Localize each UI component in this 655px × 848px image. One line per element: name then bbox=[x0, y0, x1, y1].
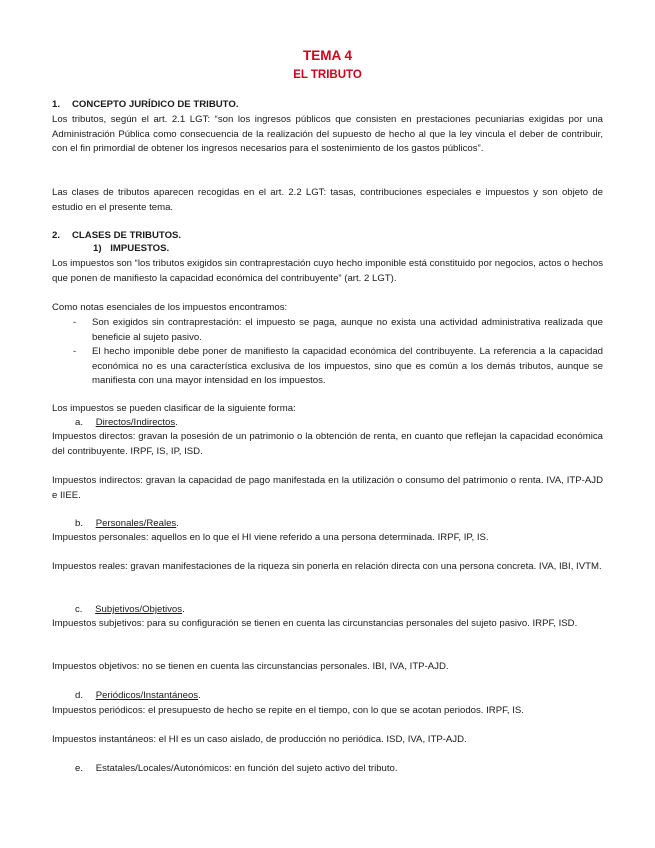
bullet-dash-1: - bbox=[73, 317, 77, 328]
section-1-title: CONCEPTO JURÍDICO DE TRIBUTO. bbox=[72, 99, 239, 110]
subsection-number: 1) bbox=[93, 243, 102, 254]
class-c-label: Subjetivos/Objetivos bbox=[95, 604, 183, 615]
subsection-title: IMPUESTOS. bbox=[110, 243, 170, 254]
class-a-label: Directos/Indirectos bbox=[95, 417, 176, 428]
class-c-paragraph-1: Impuestos subjetivos: para su configuración se tienen en cuenta las circunstancias personales del sujeto pasivo. IRPF, ISD. bbox=[52, 618, 578, 629]
class-c-heading: c. Subjetivos/Objetivos. bbox=[75, 604, 185, 615]
class-b-heading: b. Personales/Reales. bbox=[75, 518, 179, 529]
section-1-number: 1. bbox=[52, 99, 61, 110]
doc-title: TEMA 4 bbox=[302, 48, 352, 63]
class-b-label: Personales/Reales bbox=[95, 518, 177, 529]
class-d-paragraph-1: Impuestos periódicos: el presupuesto de hecho se repite en el tiempo, con lo que se acotan periodos. IRPF, IS. bbox=[52, 705, 524, 716]
section-2-number: 2. bbox=[52, 230, 61, 241]
class-e-letter: e. bbox=[75, 763, 84, 774]
class-a-paragraph-2: Impuestos indirectos: gravan la capacidad de pago manifestada en la utilización o consumo del patrimonio o renta. IVA, ITP-AJD e IIEE. bbox=[52, 475, 603, 501]
class-e-line bbox=[75, 762, 595, 777]
class-d-paragraph-2: Impuestos instantáneos: el HI es un caso aislado, de producción no periódica. ISD, IVA, ITP-AJD. bbox=[52, 734, 467, 745]
clasificacion-intro: Los impuestos se pueden clasificar de la siguiente forma: bbox=[52, 403, 296, 414]
class-b-letter: b. bbox=[75, 518, 84, 529]
class-d-label: Periódicos/Instantáneos bbox=[95, 690, 199, 701]
section-1-heading bbox=[52, 98, 603, 113]
class-e-text: Estatales/Locales/Autonómicos: en función del sujeto activo del tributo. bbox=[95, 763, 398, 774]
class-c-letter: c. bbox=[75, 604, 83, 615]
section-1-paragraph-2: Las clases de tributos aparecen recogidas en el art. 2.2 LGT: tasas, contribuciones especiales e impuestos y son objeto de estudio en el presente tema. bbox=[52, 187, 603, 213]
class-d-heading: d. Periódicos/Instantáneos. bbox=[75, 690, 201, 701]
section-2-title: CLASES DE TRIBUTOS. bbox=[72, 230, 182, 241]
section-1-paragraph-1: Los tributos, según el art. 2.1 LGT: “son los ingresos públicos que consisten en prestaciones pecuniarias exigidas por una Administración Pública como consecuencia de la realización del supuesto de hecho al que la ley vincula el deber de contribuir, con el fin primordial de obtener los ingresos necesarios para el sostenimiento de los gastos públicos”. bbox=[52, 114, 603, 155]
subsection-heading bbox=[93, 242, 393, 257]
class-b-paragraph-1: Impuestos personales: aquellos en lo que el HI viene referido a una persona determinada. IRPF, IP, IS. bbox=[52, 532, 489, 543]
class-a-paragraph-1: Impuestos directos: gravan la posesión de un patrimonio o la obtención de renta, en cuanto que reflejan la capacidad económica del contribuyente. IRPF, IS, IP, ISD. bbox=[52, 431, 603, 457]
impuestos-definition: Los impuestos son “los tributos exigidos sin contraprestación cuyo hecho imponible está constituido por negocios, actos o hechos que ponen de manifiesto la capacidad económica del contribuyente” (art. 2 LGT). bbox=[52, 258, 603, 284]
class-c-paragraph-2: Impuestos objetivos: no se tienen en cuenta las circunstancias personales. IBI, IVA, ITP-AJD. bbox=[52, 661, 449, 672]
class-b-paragraph-2: Impuestos reales: gravan manifestaciones de la riqueza sin ponerla en relación directa con una persona concreta. IVA, IBI, IVTM. bbox=[52, 561, 602, 572]
bullet-dash-2: - bbox=[73, 346, 77, 357]
doc-subtitle: EL TRIBUTO bbox=[293, 69, 362, 81]
class-d-letter: d. bbox=[75, 690, 84, 701]
bullet-item-1: Son exigidos sin contraprestación: el impuesto se paga, aunque no exista una actividad administrativa realizada que beneficie al sujeto pasivo. bbox=[92, 317, 603, 343]
bullet-item-2: El hecho imponible debe poner de manifiesto la capacidad económica del contribuyente. La referencia a la capacidad económica no es una característica exclusiva de los impuestos, sino que es común a los demás tributos, aunque se manifiesta con una mayor intensidad en los impuestos. bbox=[92, 346, 603, 387]
class-a-letter: a. bbox=[75, 417, 84, 428]
notas-intro: Como notas esenciales de los impuestos encontramos: bbox=[52, 302, 288, 313]
class-a-heading: a. Directos/Indirectos. bbox=[75, 417, 178, 428]
